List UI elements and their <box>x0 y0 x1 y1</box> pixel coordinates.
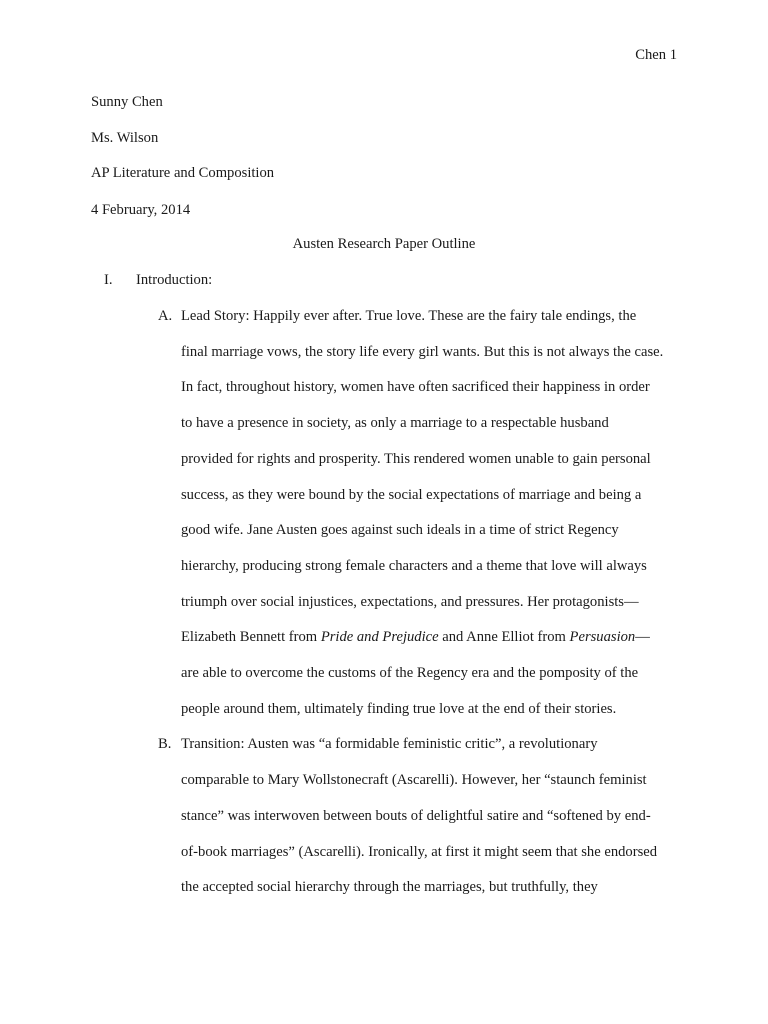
book-title-pride-and-prejudice: Pride and Prejudice <box>320 629 439 645</box>
item-A-line: provided for rights and prosperity. This rendered women unable to gain personal <box>181 451 651 467</box>
item-A-line: good wife. Jane Austen goes against such ideals in a time of strict Regency <box>181 522 619 538</box>
item-marker-B: B. <box>158 736 172 752</box>
item-A-line-with-titles <box>181 628 650 646</box>
section-label-introduction: Introduction: <box>136 272 213 288</box>
item-A-line: people around them, ultimately finding true love at the end of their stories. <box>181 701 617 717</box>
item-marker-A: A. <box>158 308 173 324</box>
item-B-line: comparable to Mary Wollstonecraft (Ascarelli). However, her “staunch feminist <box>181 772 647 788</box>
item-B-line: of-book marriages” (Ascarelli). Ironically, at first it might seem that she endorsed <box>181 844 658 860</box>
item-B-line: stance” was interwoven between bouts of delightful satire and “softened by end- <box>181 808 651 824</box>
item-B-line: Transition: Austen was “a formidable feministic critic”, a revolutionary <box>181 736 598 752</box>
course-name: AP Literature and Composition <box>91 165 275 181</box>
date: 4 February, 2014 <box>91 202 191 218</box>
author-name: Sunny Chen <box>91 94 163 110</box>
book-title-persuasion: Persuasion <box>569 629 636 645</box>
item-A-line: Lead Story: Happily ever after. True love. These are the fairy tale endings, the <box>181 308 637 324</box>
item-A-line: In fact, throughout history, women have often sacrificed their happiness in order <box>181 379 650 395</box>
teacher-name: Ms. Wilson <box>91 130 159 146</box>
page-header-label: Chen 1 <box>635 47 677 63</box>
item-A-line: hierarchy, producing strong female characters and a theme that love will always <box>181 558 647 574</box>
paper-title: Austen Research Paper Outline <box>292 236 476 252</box>
item-B-line: the accepted social hierarchy through the marriages, but truthfully, they <box>181 879 598 895</box>
item-A-line: are able to overcome the customs of the Regency era and the pomposity of the <box>181 665 639 681</box>
line-text: — <box>635 629 650 645</box>
section-marker-I: I. <box>104 272 113 288</box>
line-text: Elizabeth Bennett from <box>181 629 321 645</box>
item-A-line: final marriage vows, the story life every girl wants. But this is not always the case. <box>181 344 664 360</box>
item-A-line: success, as they were bound by the social expectations of marriage and being a <box>181 487 642 503</box>
line-text: and Anne Elliot from <box>438 629 570 645</box>
item-A-line: triumph over social injustices, expectations, and pressures. Her protagonists— <box>181 594 639 610</box>
item-A-line: to have a presence in society, as only a marriage to a respectable husband <box>181 415 609 431</box>
